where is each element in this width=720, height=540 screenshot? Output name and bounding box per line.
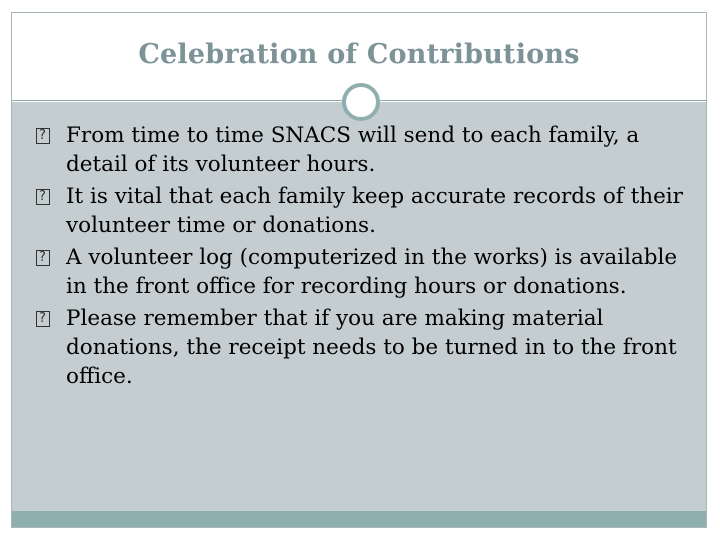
bullet-text: Please remember that if you are making material donations, the receipt needs to be turned in to the front office.	[66, 306, 677, 389]
slide-title: Celebration of Contributions	[138, 39, 580, 70]
ring-ornament-icon	[342, 83, 380, 121]
bullet-list	[36, 121, 696, 394]
bullet-item	[36, 304, 696, 391]
bullet-text: From time to time SNACS will send to each family, a detail of its volunteer hours.	[66, 123, 640, 177]
slide	[11, 12, 707, 528]
bullet-item	[36, 182, 696, 240]
missing-glyph-bullet-icon	[36, 311, 50, 327]
bullet-item	[36, 121, 696, 179]
bullet-text: It is vital that each family keep accurate records of their volunteer time or donations.	[66, 184, 683, 238]
bullet-item	[36, 243, 696, 301]
missing-glyph-bullet-icon	[36, 128, 50, 144]
missing-glyph-bullet-icon	[36, 189, 50, 205]
bullet-text: A volunteer log (computerized in the works) is available in the front office for recording hours or donations.	[66, 245, 678, 299]
missing-glyph-bullet-icon	[36, 250, 50, 266]
footer-bar	[12, 511, 706, 527]
